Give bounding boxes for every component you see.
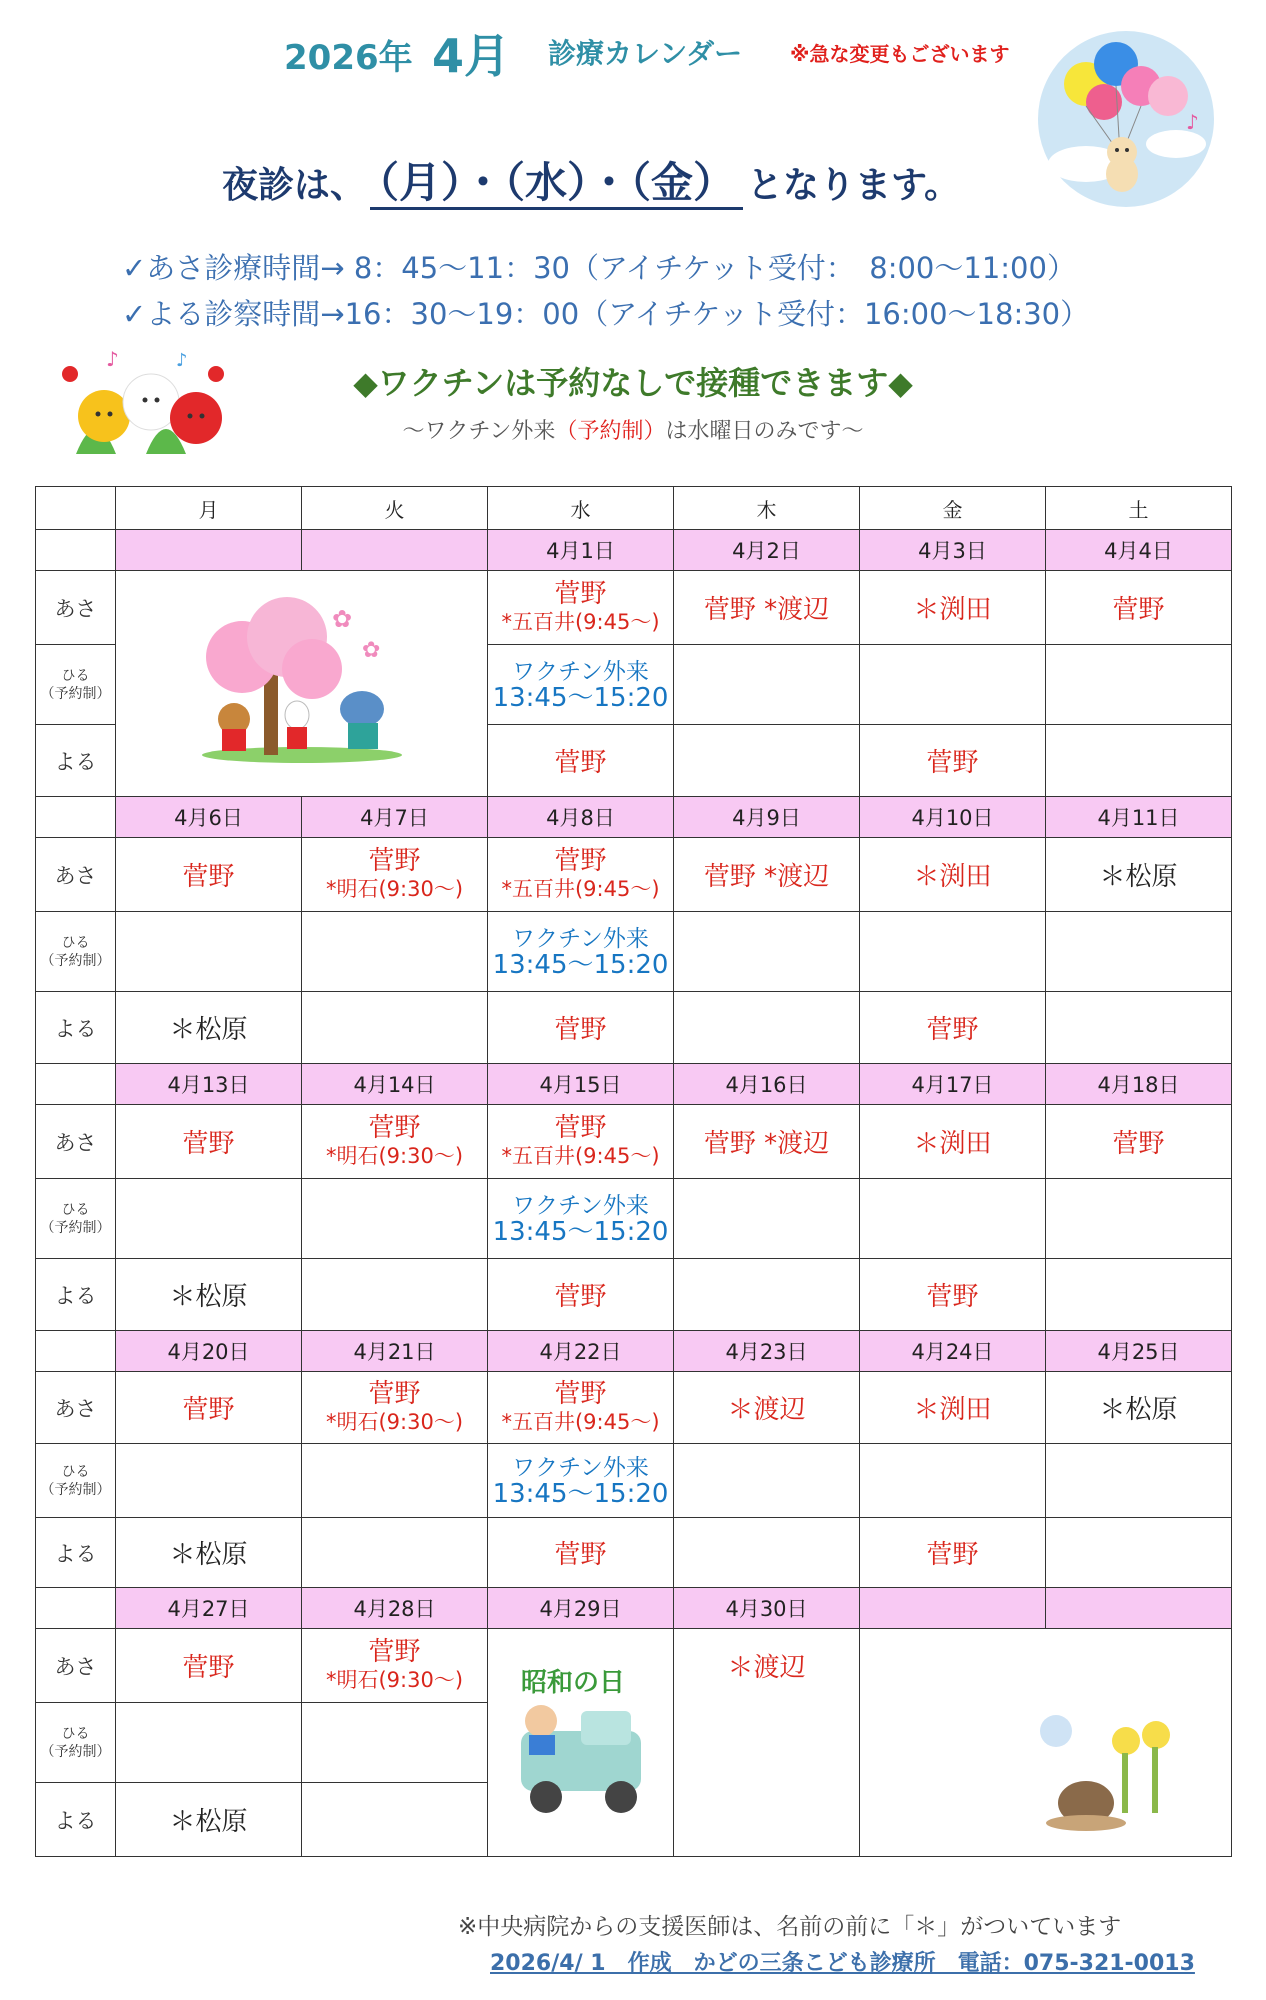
date-cell <box>302 530 488 571</box>
date-label-cell <box>36 1588 116 1629</box>
vaccine-headline: ◆ワクチンは予約なしで接種できます◆ <box>353 364 913 402</box>
svg-text:昭和の日: 昭和の日 <box>520 1667 625 1698</box>
noon-row-w2 <box>36 912 1232 992</box>
schedule-cell: 菅野 <box>116 1629 302 1703</box>
noon-label: ひる <box>61 1201 90 1218</box>
weekday-header-row <box>36 487 1232 530</box>
date-label-cell <box>36 1064 116 1105</box>
doctor-entry <box>302 1638 487 1694</box>
night-days: （月）・（水）・（金） <box>370 158 743 210</box>
schedule-cell <box>116 1179 302 1259</box>
schedule-cell <box>116 1444 302 1518</box>
schedule-cell <box>302 1783 488 1857</box>
noon-note: （予約制） <box>40 952 111 969</box>
row-label-morning: あさ <box>36 1372 116 1444</box>
doctor-name: 菅野 <box>368 1636 421 1667</box>
schedule-cell <box>1046 912 1232 992</box>
doctor-name: 菅野 <box>554 845 607 876</box>
row-label-noon <box>36 1444 116 1518</box>
schedule-cell: 菅野 <box>116 1105 302 1179</box>
noon-label: ひる <box>61 934 90 951</box>
schedule-cell <box>302 838 488 912</box>
night-suffix: となります。 <box>747 165 961 206</box>
schedule-cell <box>674 912 860 992</box>
cherry-blossom-animals-illustration <box>192 597 412 767</box>
morning-row-w4 <box>36 1372 1232 1444</box>
row-label-noon <box>36 645 116 725</box>
date-cell: 4月25日 <box>1046 1331 1232 1372</box>
vaccine-title: ワクチン外来 <box>512 1454 649 1481</box>
schedule-cell <box>302 1259 488 1331</box>
date-cell: 4月6日 <box>116 797 302 838</box>
noon-label: ひる <box>61 1725 90 1742</box>
doctor-name: 菅野 <box>368 1112 421 1143</box>
vaccine-title: ワクチン外来 <box>512 658 649 685</box>
row-label-morning: あさ <box>36 1105 116 1179</box>
schedule-cell: 菅野 <box>488 992 674 1064</box>
morning-row-w2 <box>36 838 1232 912</box>
cherry-blossom-cell <box>116 571 488 797</box>
doctor-name: 菅野 <box>368 845 421 876</box>
schedule-cell <box>302 912 488 992</box>
doctor-sub: *五百井(9:45〜) <box>501 1409 660 1434</box>
vaccine-clinic-entry <box>488 659 673 711</box>
doctor-sub: *明石(9:30〜) <box>325 1143 464 1168</box>
date-cell: 4月8日 <box>488 797 674 838</box>
row-label-noon <box>36 1703 116 1783</box>
row-label-evening: よる <box>36 1518 116 1588</box>
schedule-cell <box>302 1372 488 1444</box>
vaccine-sub-a: 〜ワクチン外来 <box>402 419 556 444</box>
schedule-cell <box>116 912 302 992</box>
noon-note: （予約制） <box>40 1743 111 1760</box>
row-label-morning: あさ <box>36 571 116 645</box>
svg-text:✿: ✿ <box>361 637 380 663</box>
date-cell: 4月7日 <box>302 797 488 838</box>
schedule-cell <box>674 1259 860 1331</box>
doctor-sub: *五百井(9:45〜) <box>501 876 660 901</box>
row-label-morning: あさ <box>36 838 116 912</box>
schedule-cell: ＊松原 <box>1046 1372 1232 1444</box>
schedule-cell <box>302 1629 488 1703</box>
doctor-sub: *明石(9:30〜) <box>325 876 464 901</box>
schedule-cell <box>674 645 860 725</box>
doctor-name: 菅野 <box>368 1378 421 1409</box>
row-label-noon <box>36 1179 116 1259</box>
schedule-cell: 菅野 <box>1046 1105 1232 1179</box>
svg-text:♪: ♪ <box>1186 110 1199 134</box>
schedule-cell <box>1046 645 1232 725</box>
date-cell: 4月1日 <box>488 530 674 571</box>
corner-cell <box>36 487 116 530</box>
schedule-cell: ＊松原 <box>116 992 302 1064</box>
schedule-cell <box>302 1703 488 1783</box>
doctor-name: 菅野 <box>554 578 607 609</box>
morning-hours: ✓あさ診療時間→ 8：45〜11：30（アイチケット受付： 8:00〜11:00） <box>122 251 1076 285</box>
schedule-cell: ＊松原 <box>116 1783 302 1857</box>
date-cell: 4月18日 <box>1046 1064 1232 1105</box>
weekday-tue: 火 <box>302 487 488 530</box>
schedule-cell: ＊松原 <box>116 1259 302 1331</box>
vaccine-title: ワクチン外来 <box>512 925 649 952</box>
row-label-evening: よる <box>36 1259 116 1331</box>
schedule-cell: 菅野 *渡辺 <box>674 571 860 645</box>
date-cell: 4月16日 <box>674 1064 860 1105</box>
schedule-cell <box>488 838 674 912</box>
schedule-cell <box>302 1105 488 1179</box>
schedule-cell <box>302 1518 488 1588</box>
doctor-name: 菅野 <box>554 1378 607 1409</box>
schedule-cell <box>116 1703 302 1783</box>
doctor-entry <box>302 847 487 903</box>
svg-text:✿: ✿ <box>331 604 352 633</box>
doctor-entry <box>302 1114 487 1170</box>
schedule-cell: 菅野 <box>488 725 674 797</box>
date-cell: 4月29日 <box>488 1588 674 1629</box>
noon-note: （予約制） <box>40 1219 111 1236</box>
row-label-evening: よる <box>36 992 116 1064</box>
noon-note: （予約制） <box>40 685 111 702</box>
schedule-cell <box>488 912 674 992</box>
schedule-cell <box>860 1444 1046 1518</box>
date-row-w5 <box>36 1588 1232 1629</box>
morning-row-w5 <box>36 1629 1232 1703</box>
date-row-w3 <box>36 1064 1232 1105</box>
vaccine-title: ワクチン外来 <box>512 1192 649 1219</box>
date-cell: 4月11日 <box>1046 797 1232 838</box>
schedule-cell <box>1046 1259 1232 1331</box>
schedule-cell: 菅野 <box>116 838 302 912</box>
closing-illustration-cell <box>860 1629 1232 1857</box>
footnote: ※中央病院からの支援医師は、名前の前に「＊」がついています <box>458 1914 1122 1940</box>
noon-note: （予約制） <box>40 1481 111 1498</box>
date-cell <box>116 530 302 571</box>
morning-row-w1 <box>36 571 1232 645</box>
schedule-cell: ＊渕田 <box>860 571 1046 645</box>
schedule-cell: 菅野 <box>860 992 1046 1064</box>
change-warning: ※急な変更もございます <box>790 42 1010 66</box>
date-cell: 4月20日 <box>116 1331 302 1372</box>
date-cell: 4月10日 <box>860 797 1046 838</box>
vaccine-time: 13:45〜15:20 <box>492 949 669 980</box>
noon-label: ひる <box>61 1463 90 1480</box>
schedule-cell: 菅野 <box>1046 571 1232 645</box>
date-cell: 4月14日 <box>302 1064 488 1105</box>
schedule-cell: 菅野 <box>488 1259 674 1331</box>
schedule-cell <box>860 645 1046 725</box>
title-label: 診療カレンダー <box>548 37 743 70</box>
morning-row-w3 <box>36 1105 1232 1179</box>
evening-row-w3 <box>36 1259 1232 1331</box>
schedule-cell: 菅野 <box>860 1518 1046 1588</box>
schedule-cell <box>674 1629 860 1857</box>
footer-info: 2026/4/ 1 作成 かどの三条こども診療所 電話：075-321-0013 <box>490 1951 1195 1976</box>
evening-row-w4 <box>36 1518 1232 1588</box>
showa-day-cell <box>488 1629 674 1857</box>
date-cell: 4月24日 <box>860 1331 1046 1372</box>
schedule-cell <box>674 1444 860 1518</box>
svg-text:♪: ♪ <box>106 347 119 371</box>
vaccine-clinic-entry <box>488 1455 673 1507</box>
row-label-noon <box>36 912 116 992</box>
noon-label: ひる <box>61 667 90 684</box>
schedule-cell <box>1046 1179 1232 1259</box>
date-cell: 4月30日 <box>674 1588 860 1629</box>
balloon-bear-illustration <box>1036 24 1216 214</box>
doctor-name: ＊渡辺 <box>727 1653 806 1683</box>
title-month: 4月 <box>432 29 511 83</box>
date-cell: 4月4日 <box>1046 530 1232 571</box>
doctor-entry <box>488 847 673 903</box>
schedule-cell: 菅野 *渡辺 <box>674 1105 860 1179</box>
date-cell: 4月13日 <box>116 1064 302 1105</box>
schedule-cell <box>1046 725 1232 797</box>
schedule-cell <box>1046 1444 1232 1518</box>
schedule-cell <box>1046 992 1232 1064</box>
schedule-table <box>35 486 1232 1857</box>
schedule-cell <box>860 912 1046 992</box>
doctor-name: 菅野 <box>554 1112 607 1143</box>
date-cell: 4月15日 <box>488 1064 674 1105</box>
row-label-evening: よる <box>36 1783 116 1857</box>
schedule-cell <box>860 1179 1046 1259</box>
schedule-cell <box>488 1444 674 1518</box>
weekday-mon: 月 <box>116 487 302 530</box>
schedule-cell <box>488 1179 674 1259</box>
schedule-cell: 菅野 <box>488 1518 674 1588</box>
date-cell <box>1046 1588 1232 1629</box>
date-row-w4 <box>36 1331 1232 1372</box>
date-cell: 4月2日 <box>674 530 860 571</box>
weekday-wed: 水 <box>488 487 674 530</box>
date-cell: 4月3日 <box>860 530 1046 571</box>
vaccine-time: 13:45〜15:20 <box>492 1216 669 1247</box>
schedule-cell: 菅野 <box>860 1259 1046 1331</box>
vaccine-sub-c: は水曜日のみです〜 <box>665 419 864 444</box>
row-label-evening: よる <box>36 725 116 797</box>
evening-row-w2 <box>36 992 1232 1064</box>
weekday-thu: 木 <box>674 487 860 530</box>
schedule-cell: ＊渡辺 <box>674 1372 860 1444</box>
doctor-sub: *明石(9:30〜) <box>325 1409 464 1434</box>
schedule-cell <box>674 992 860 1064</box>
svg-text:♪: ♪ <box>176 350 188 371</box>
title-year: 2026年 <box>284 38 413 78</box>
weekday-fri: 金 <box>860 487 1046 530</box>
doctor-sub: *五百井(9:45〜) <box>501 1143 660 1168</box>
date-row-w2 <box>36 797 1232 838</box>
schedule-cell <box>488 645 674 725</box>
date-cell <box>860 1588 1046 1629</box>
row-label-morning: あさ <box>36 1629 116 1703</box>
evening-hours: ✓よる診察時間→16：30〜19：00（アイチケット受付：16:00〜18:30） <box>122 297 1090 331</box>
schedule-cell <box>302 1179 488 1259</box>
schedule-cell <box>302 1444 488 1518</box>
vaccine-time: 13:45〜15:20 <box>492 682 669 713</box>
doctor-sub: *明石(9:30〜) <box>325 1667 464 1692</box>
doctor-sub: *五百井(9:45〜) <box>501 609 660 634</box>
date-cell: 4月17日 <box>860 1064 1046 1105</box>
doctor-entry <box>488 1114 673 1170</box>
weekday-sat: 土 <box>1046 487 1232 530</box>
vaccine-time: 13:45〜15:20 <box>492 1478 669 1509</box>
vaccine-clinic-entry <box>488 1193 673 1245</box>
schedule-cell: ＊松原 <box>1046 838 1232 912</box>
date-cell: 4月27日 <box>116 1588 302 1629</box>
doctor-entry <box>302 1380 487 1436</box>
date-cell: 4月23日 <box>674 1331 860 1372</box>
schedule-cell <box>1046 1518 1232 1588</box>
vaccine-sub-b: （予約制） <box>555 419 666 444</box>
showa-day-illustration <box>501 1651 661 1831</box>
vaccine-subline <box>0 414 1266 445</box>
date-cell: 4月21日 <box>302 1331 488 1372</box>
schedule-cell: 菅野 *渡辺 <box>674 838 860 912</box>
schedule-cell: ＊渕田 <box>860 1372 1046 1444</box>
schedule-cell <box>674 725 860 797</box>
schedule-cell: 菅野 <box>116 1372 302 1444</box>
schedule-cell <box>488 1105 674 1179</box>
doctor-entry <box>488 580 673 636</box>
schedule-cell: ＊松原 <box>116 1518 302 1588</box>
noon-row-w3 <box>36 1179 1232 1259</box>
date-cell: 4月28日 <box>302 1588 488 1629</box>
date-label-cell <box>36 1331 116 1372</box>
night-prefix: 夜診は、 <box>222 165 367 206</box>
date-label-cell <box>36 530 116 571</box>
schedule-cell <box>302 992 488 1064</box>
schedule-cell <box>488 1372 674 1444</box>
date-row-w1 <box>36 530 1232 571</box>
schedule-cell <box>674 1518 860 1588</box>
date-cell: 4月9日 <box>674 797 860 838</box>
vaccine-clinic-entry <box>488 926 673 978</box>
doctor-entry <box>488 1380 673 1436</box>
schedule-cell: ＊渕田 <box>860 838 1046 912</box>
date-cell: 4月22日 <box>488 1331 674 1372</box>
schedule-cell <box>674 1179 860 1259</box>
schedule-cell: 菅野 <box>860 725 1046 797</box>
night-clinic-notice <box>222 150 960 210</box>
schedule-cell: ＊渕田 <box>860 1105 1046 1179</box>
schedule-cell <box>488 571 674 645</box>
noon-row-w4 <box>36 1444 1232 1518</box>
date-label-cell <box>36 797 116 838</box>
mole-flowers-illustration <box>1026 1711 1186 1831</box>
